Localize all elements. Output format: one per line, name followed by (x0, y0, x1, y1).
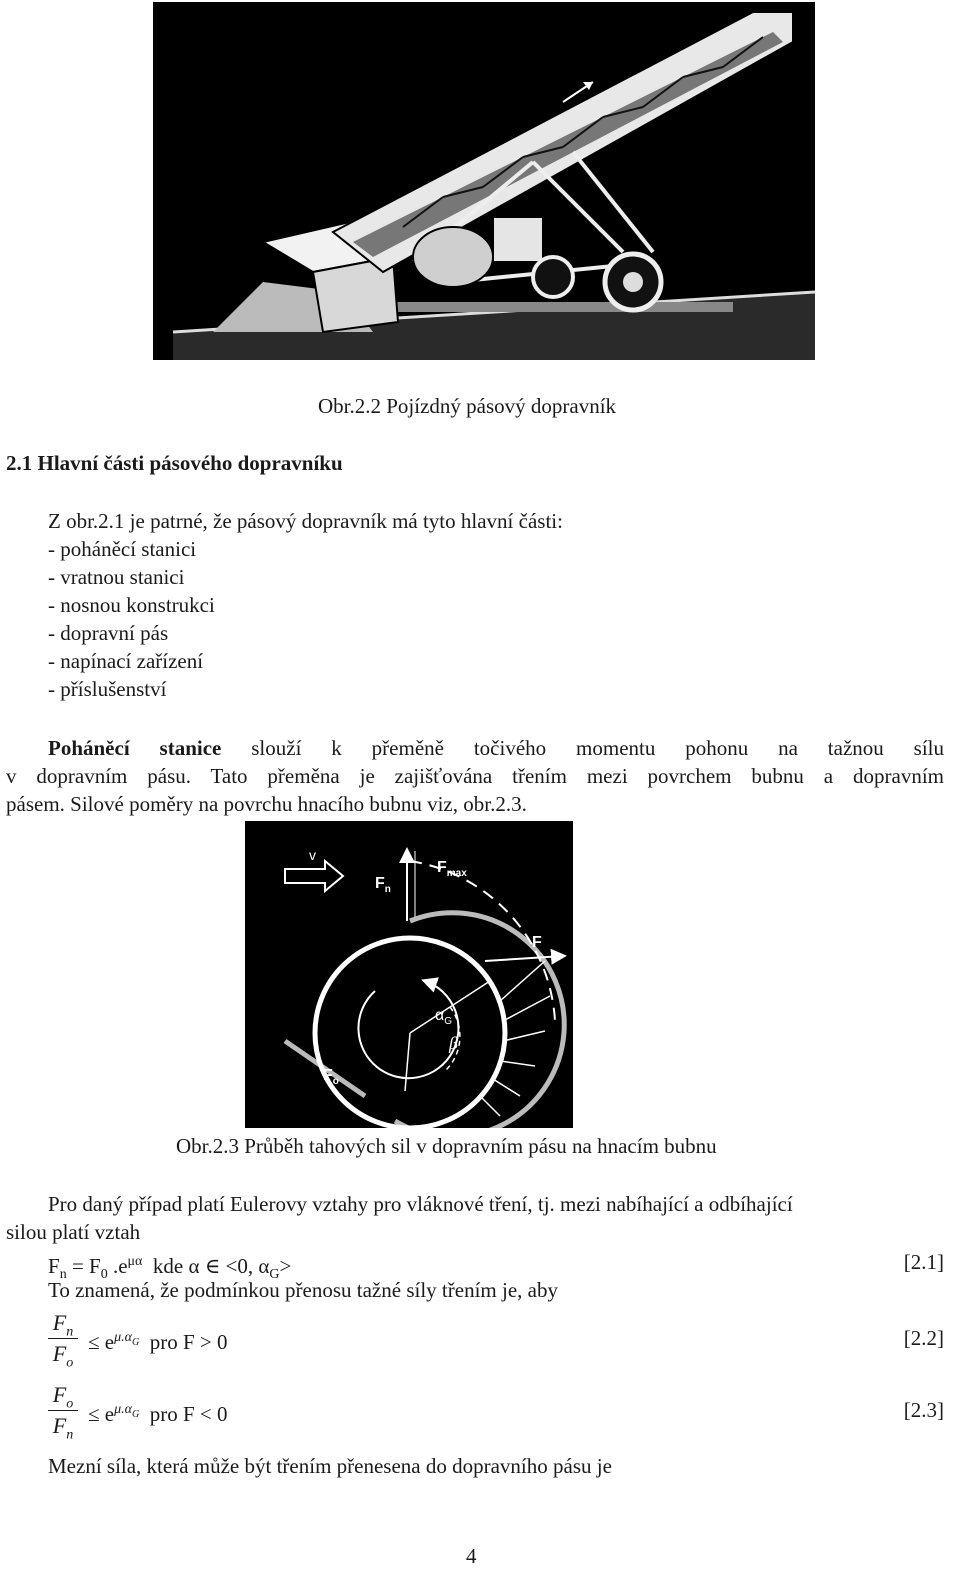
figure-mobile-belt-conveyor (153, 2, 815, 360)
list-item: - napínací zařízení (48, 649, 204, 673)
euler-line-1: Pro daný případ platí Eulerovy vztahy pro vláknové tření, tj. mezi nabíhající a odbíhající (48, 1192, 793, 1216)
paragraph-line-2: v dopravním pásu. Tato přeměna je zajišťována třením mezi povrchem bubnu a dopravním (6, 764, 944, 788)
fraction-fn-over-fo: $F_n$ $F_o$ (48, 1310, 78, 1367)
equation-2-1: $F_n = F_0$ $.e^{\mu\alpha}$ kde α ∈ <0, $\alpha_G>$ (48, 1254, 292, 1283)
paragraph-line-1-rest: slouží k přeměně točivého momentu pohonu na tažnou sílu (221, 736, 945, 760)
label-alpha-g: $\alpha_G$ (435, 1007, 453, 1028)
conveyor-drawing (153, 2, 815, 360)
drum-force-diagram (245, 821, 573, 1128)
euler-line-3: To znamená, že podmínkou přenosu tažné síly třením je, aby (48, 1278, 558, 1302)
list-item: - poháněcí stanici (48, 537, 197, 561)
label-f: F (532, 934, 542, 951)
label-fn: $F_n$ (375, 875, 391, 896)
euler-line-4: Mezní síla, která může být třením přenesena do dopravního pásu je (48, 1454, 612, 1478)
label-fmax: $F_{max}$ (437, 859, 467, 880)
drive-station-term: Poháněcí stanice (48, 736, 222, 760)
equation-number-2-1: [2.1] (903, 1250, 944, 1274)
equation-2-2-rhs: ≤ $e^{\mu.\alpha_G}$ pro F > 0 (88, 1330, 228, 1354)
equation-2-3-rhs: ≤ $e^{\mu.\alpha_G}$ pro F < 0 (88, 1402, 228, 1426)
label-v: v (309, 847, 316, 863)
equation-number-2-3: [2.3] (903, 1398, 944, 1422)
equation-number-2-2: [2.2] (903, 1326, 944, 1350)
list-item: - příslušenství (48, 677, 167, 701)
fraction-fo-over-fn: $F_o$ $F_n$ (48, 1382, 78, 1439)
page-number: 4 (466, 1544, 477, 1568)
intro-line: Z obr.2.1 je patrné, že pásový dopravník má tyto hlavní části: (48, 509, 563, 533)
label-beta: β (449, 1033, 458, 1053)
label-fo: $F_o$ (323, 1067, 339, 1088)
list-item: - nosnou konstrukci (48, 593, 215, 617)
figure-2-3-caption: Obr.2.3 Průběh tahových sil v dopravním pásu na hnacím bubnu (176, 1134, 717, 1158)
velocity-arrow-icon (285, 861, 343, 891)
list-item: - vratnou stanici (48, 565, 185, 589)
section-heading: 2.1 Hlavní části pásového dopravníku (6, 451, 343, 475)
euler-line-2: silou platí vztah (6, 1220, 141, 1244)
list-item: - dopravní pás (48, 621, 169, 645)
paragraph-line-1 (48, 734, 944, 762)
figure-drive-drum-forces (245, 821, 573, 1128)
figure-2-2-caption: Obr.2.2 Pojízdný pásový dopravník (318, 394, 617, 418)
paragraph-line-3: pásem. Silové poměry na povrchu hnacího bubnu viz, obr.2.3. (6, 792, 527, 816)
